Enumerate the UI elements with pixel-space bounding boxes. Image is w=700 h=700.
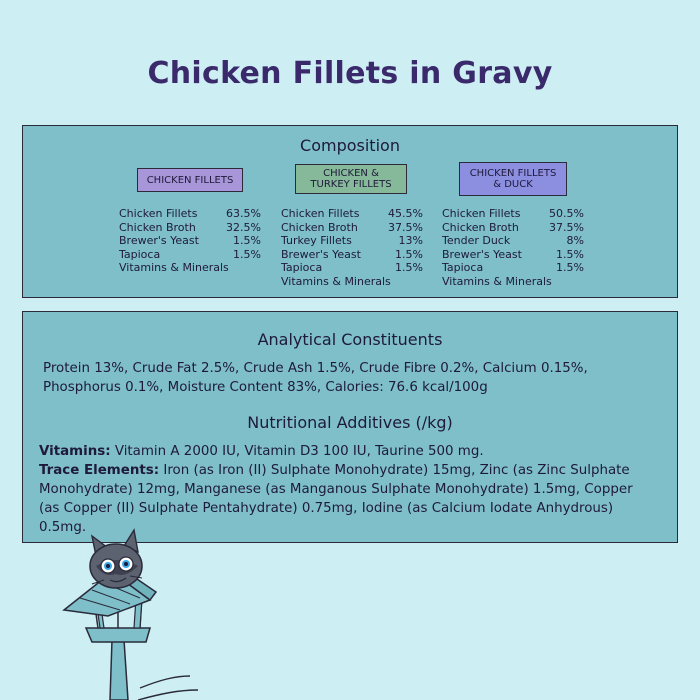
- ingredient-value: 13%: [398, 234, 423, 248]
- column-tag-label: CHICKEN FILLETS & DUCK: [469, 168, 557, 190]
- composition-heading: Composition: [300, 136, 400, 155]
- analytical-heading: Analytical Constituents: [257, 330, 443, 349]
- ingredient-value: 8%: [566, 234, 584, 248]
- ingredient-value: 1.5%: [233, 234, 261, 248]
- trace-label: Trace Elements:: [39, 463, 160, 478]
- ingredient-value: 1.5%: [233, 247, 261, 261]
- column-tag-label: CHICKEN FILLETS: [146, 174, 234, 186]
- ingredient-name: Tapioca: [442, 261, 484, 275]
- ingredient-name: Chicken Broth: [442, 220, 519, 234]
- vitamins-label: Vitamins:: [39, 444, 111, 459]
- ingredient-name: Vitamins & Minerals: [281, 274, 391, 288]
- ingredient-value: 1.5%: [395, 261, 423, 275]
- page-title: Chicken Fillets in Gravy: [147, 56, 553, 91]
- cat-icon: [90, 530, 142, 588]
- ingredient-name: Chicken Fillets: [281, 207, 360, 220]
- ingredient-name: Turkey Fillets: [281, 234, 352, 248]
- bird-feeder-icon: [64, 566, 198, 700]
- ingredient-name: Chicken Fillets: [119, 207, 198, 220]
- ingredient-name: Chicken Broth: [281, 220, 358, 234]
- ingredient-name: Vitamins & Minerals: [119, 261, 229, 275]
- additives-heading: Nutritional Additives (/kg): [247, 413, 453, 432]
- ingredient-name: Chicken Broth: [119, 220, 196, 234]
- ingredient-name: Tapioca: [281, 261, 323, 275]
- ingredient-value: 45.5%: [388, 207, 423, 220]
- ingredient-value: 37.5%: [388, 220, 423, 234]
- ingredient-name: Vitamins & Minerals: [442, 274, 552, 288]
- analytical-text: Protein 13%, Crude Fat 2.5%, Crude Ash 1.5%, Crude Fibre 0.2%, Calcium 0.15%, Phosphorus 0.1%, Moisture Content 83%, Calories: 76.6 kcal/100g: [43, 361, 588, 395]
- ingredient-value: 1.5%: [395, 247, 423, 261]
- column-tag-label: CHICKEN & TURKEY FILLETS: [310, 168, 392, 190]
- ingredient-name: Brewer's Yeast: [281, 247, 361, 261]
- ingredient-value: 50.5%: [549, 207, 584, 220]
- ingredient-name: Brewer's Yeast: [442, 247, 522, 261]
- ingredient-name: Chicken Fillets: [442, 207, 521, 220]
- ingredient-name: Tapioca: [119, 247, 161, 261]
- ingredient-value: 1.5%: [556, 247, 584, 261]
- ingredient-value: 32.5%: [226, 220, 261, 234]
- trace-text: Iron (as Iron (II) Sulphate Monohydrate) 15mg, Zinc (as Zinc Sulphate Monohydrate) 12mg, Manganese (as Manganous Sulphate Monohydrate) 1.5mg, Copper (as Copper (II) Sulphate Pentahydrate) 0.75mg, Iodine (as Calcium Iodate Anhydrous) 0.5mg.: [39, 463, 633, 535]
- ingredient-value: 63.5%: [226, 207, 261, 220]
- ingredient-value: 1.5%: [556, 261, 584, 275]
- vitamins-text: Vitamin A 2000 IU, Vitamin D3 100 IU, Taurine 500 mg.: [114, 444, 484, 459]
- ingredient-name: Brewer's Yeast: [119, 234, 199, 248]
- ingredient-name: Tender Duck: [442, 234, 511, 248]
- ingredient-value: 37.5%: [549, 220, 584, 234]
